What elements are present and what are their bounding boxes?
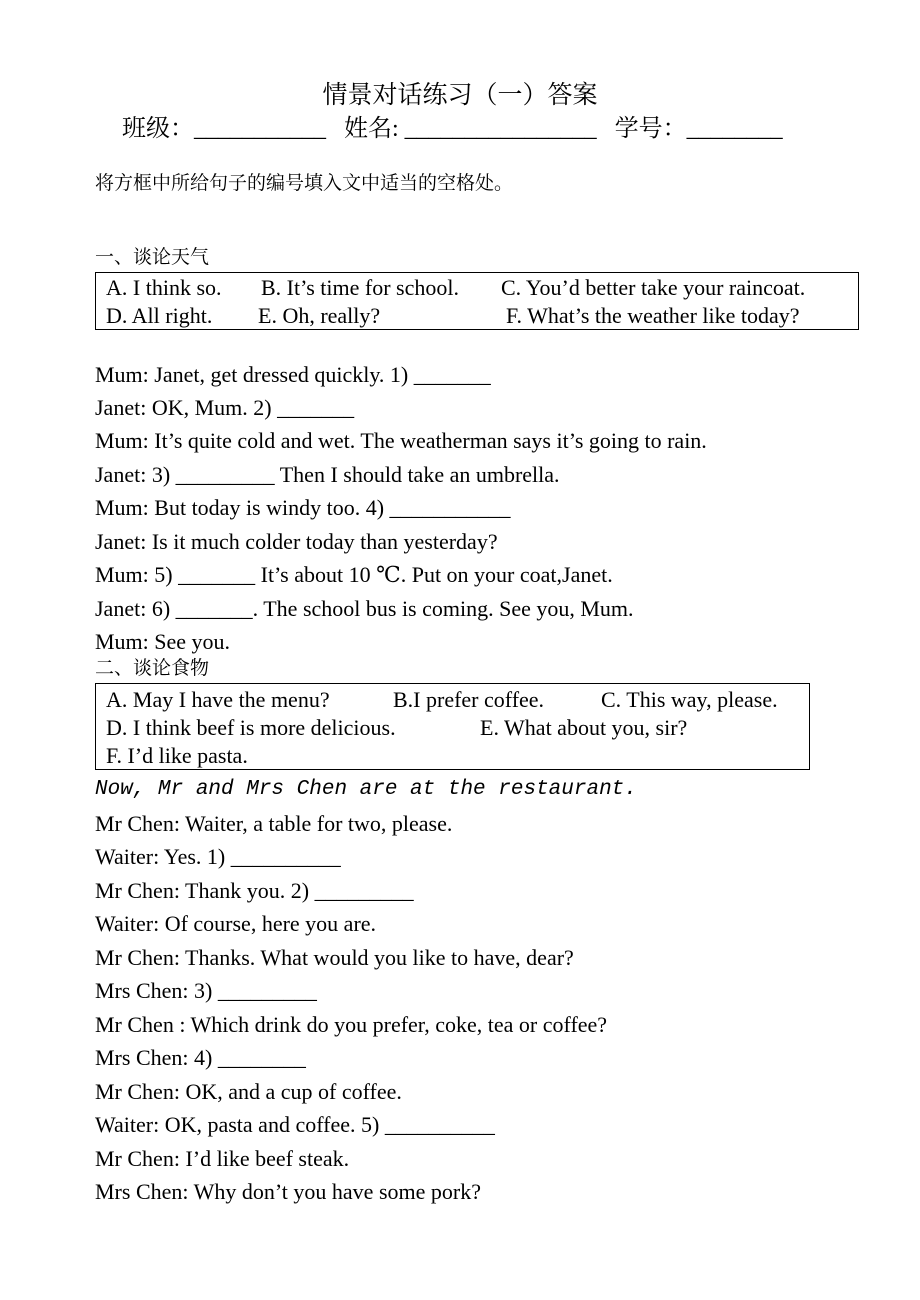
section1-heading: 一、谈论天气 [95, 247, 210, 268]
dialogue-line: Janet: Is it much colder today than yesterday? [95, 529, 498, 554]
dialogue-line: Mum: It’s quite cold and wet. The weatherman says it’s going to rain. [95, 428, 707, 453]
dialogue-line: Mr Chen: Thanks. What would you like to have, dear? [95, 945, 574, 970]
dialogue-line: Mr Chen: I’d like beef steak. [95, 1146, 350, 1171]
dialogue-line: Janet: 3) _________ Then I should take an umbrella. [95, 462, 560, 487]
instruction: 将方框中所给句子的编号填入文中适当的空格处。 [95, 173, 514, 194]
dialogue-line: Mrs Chen: 4) ________ [95, 1045, 306, 1070]
section2-option: E. What about you, sir? [480, 715, 688, 740]
section2-option: D. I think beef is more delicious. [106, 715, 396, 740]
dialogue-line: Mum: See you. [95, 629, 231, 654]
section1-option: C. You’d better take your raincoat. [501, 275, 806, 300]
section1-option: E. Oh, really? [258, 303, 381, 328]
id-label: 学号： [614, 116, 687, 142]
dialogue-line: Mum: But today is windy too. 4) ___________ [95, 495, 511, 520]
dialogue-line: Janet: 6) _______. The school bus is coming. See you, Mum. [95, 596, 634, 621]
class-label: 班级： [122, 116, 194, 142]
section1-options-box [95, 272, 859, 330]
student-info-row [122, 113, 783, 145]
dialogue-line: Waiter: Yes. 1) __________ [95, 844, 341, 869]
id-blank[interactable]: ________ [686, 116, 783, 142]
dialogue-line: Waiter: Of course, here you are. [95, 911, 377, 936]
dialogue-line: Mum: Janet, get dressed quickly. 1) _______ [95, 362, 491, 387]
section1-option: A. I think so. [106, 275, 222, 300]
name-blank[interactable]: ________________ [404, 116, 597, 142]
section2-option: F. I’d like pasta. [106, 743, 248, 768]
dialogue-line: Mum: 5) _______ It’s about 10 ℃. Put on your coat,Janet. [95, 562, 613, 587]
section1-option: B. It’s time for school. [261, 275, 459, 300]
dialogue-line: Mr Chen : Which drink do you prefer, coke, tea or coffee? [95, 1012, 608, 1037]
section2-option: C. This way, please. [601, 687, 778, 712]
dialogue-line: Mr Chen: OK, and a cup of coffee. [95, 1079, 402, 1104]
scene-description: Now, Mr and Mrs Chen are at the restaurant. [95, 778, 637, 801]
section1-option: F. What’s the weather like today? [506, 303, 800, 328]
section2-options-box [95, 683, 810, 770]
dialogue-line: Mr Chen: Thank you. 2) _________ [95, 878, 414, 903]
dialogue-line: Waiter: OK, pasta and coffee. 5) __________ [95, 1112, 495, 1137]
section2-option: A. May I have the menu? [106, 687, 330, 712]
dialogue-line: Janet: OK, Mum. 2) _______ [95, 395, 355, 420]
section1-option: D. All right. [106, 303, 213, 328]
section2-heading: 二、谈论食物 [95, 658, 210, 679]
dialogue-line: Mr Chen: Waiter, a table for two, please. [95, 811, 453, 836]
name-label: 姓名: [344, 116, 399, 142]
section2-option: B.I prefer coffee. [393, 687, 545, 712]
class-blank[interactable]: ___________ [194, 116, 326, 142]
dialogue-line: Mrs Chen: 3) _________ [95, 978, 317, 1003]
dialogue-line: Mrs Chen: Why don’t you have some pork? [95, 1179, 481, 1204]
page-title: 情景对话练习（一）答案 [322, 82, 598, 109]
